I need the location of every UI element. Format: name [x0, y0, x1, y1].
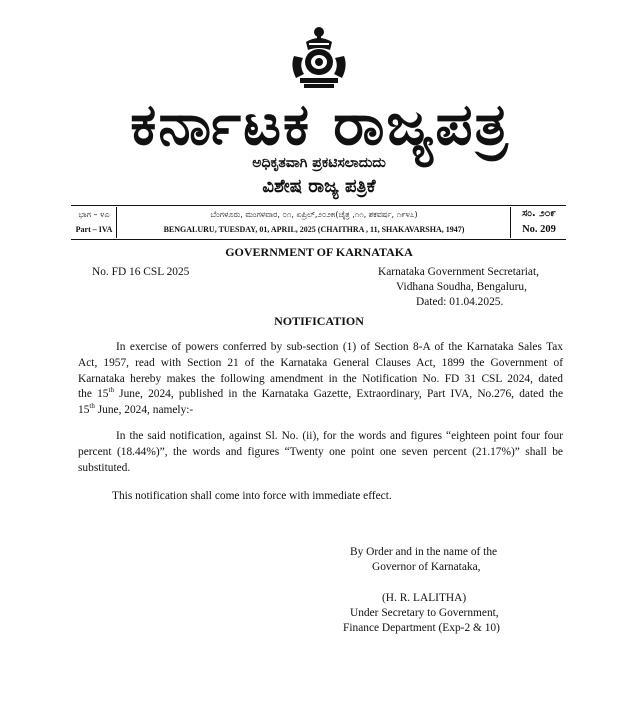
- masthead-title: ಕರ್ನಾಟಕ ರಾಜ್ಯಪತ್ರ: [130, 90, 510, 158]
- notification-title: NOTIFICATION: [274, 314, 364, 328]
- address-line: Karnataka Government Secretariat,: [378, 266, 539, 278]
- reference-number: No. FD 16 CSL 2025: [92, 266, 190, 278]
- ordinal-suffix: th: [89, 402, 95, 411]
- paragraph-line: In the said notification, against Sl. No. (ii), for the words and figures “eighteen point four four: [116, 430, 563, 442]
- state-emblem-icon: [286, 26, 352, 92]
- paragraph-line: [78, 403, 563, 419]
- text-run: June, 2024, published in the Karnataka Gazette, Extraordinary, Part IVA, No.276, dated the: [113, 388, 563, 401]
- paragraph-effect: This notification shall come into force with immediate effect.: [112, 490, 392, 502]
- paragraph-line: percent (18.44%)”, the words and figures “Twenty one point one seven percent (21.17%)” shall be: [78, 445, 563, 458]
- issue-number-kannada: ಸಂ. ೨೦೯: [522, 208, 556, 219]
- part-label: Part – IVA: [75, 225, 113, 234]
- government-heading: GOVERNMENT OF KARNATAKA: [225, 245, 413, 259]
- paragraph-line: [78, 387, 563, 403]
- signatory-designation: Under Secretary to Government,: [350, 607, 499, 619]
- text-run: the 15: [78, 388, 109, 401]
- info-bar-bottom-rule: [71, 239, 566, 240]
- address-line: Vidhana Soudha, Bengaluru,: [396, 281, 527, 293]
- signature-order-line: By Order and in the name of the: [350, 546, 498, 558]
- issue-date: BENGALURU, TUESDAY, 01, APRIL, 2025 (CHAITHRA , 11, SHAKAVARSHA, 1947): [163, 225, 465, 234]
- paragraph-line: In exercise of powers conferred by sub-section (1) of Section 8-A of the Karnataka Sales Tax: [116, 341, 563, 353]
- signatory-department: Finance Department (Exp-2 & 10): [343, 622, 500, 634]
- paragraph-substitution: [78, 429, 563, 476]
- part-label-kannada: ಭಾಗ – ೪ಎ: [78, 210, 110, 219]
- issue-date-kannada: ಬೆಂಗಳೂರು, ಮಂಗಳವಾರ, ೦೧, ಏಪ್ರಿಲ್,೨೦೨೫(ಚೈತ್ರ ,೧೧, ಶಕವರ್ಷ, ೧೯೪೭): [210, 210, 418, 219]
- info-bar-top-rule: [71, 205, 566, 206]
- paragraph-line: substituted.: [78, 461, 131, 474]
- signature-order-line: Governor of Karnataka,: [372, 561, 481, 573]
- info-bar-divider: [116, 207, 117, 238]
- masthead-subtitle-official: ಅಧಿಕೃತವಾಗಿ ಪ್ರಕಟಿಸಲಾದುದು: [252, 155, 386, 171]
- paragraph-amendment: [78, 340, 563, 419]
- notification-date: Dated: 01.04.2025.: [416, 296, 504, 308]
- masthead-subtitle-extraordinary: ವಿಶೇಷ ರಾಜ್ಯ ಪತ್ರಿಕೆ: [262, 176, 376, 197]
- info-bar-divider: [510, 207, 511, 238]
- text-run: June, 2024, namely:-: [94, 404, 194, 417]
- paragraph-line: Karnataka hereby makes the following amendment in the Notification No. FD 31 CSL 2024, dated: [78, 372, 563, 385]
- issue-number: No. 209: [522, 224, 556, 235]
- signatory-name: (H. R. LALITHA): [382, 592, 467, 604]
- ordinal-suffix: th: [108, 386, 114, 395]
- text-run: 15: [78, 404, 90, 417]
- paragraph-line: Act, 1957, read with Section 21 of the Karnataka General Clauses Act, 1899 the Government of: [78, 356, 563, 369]
